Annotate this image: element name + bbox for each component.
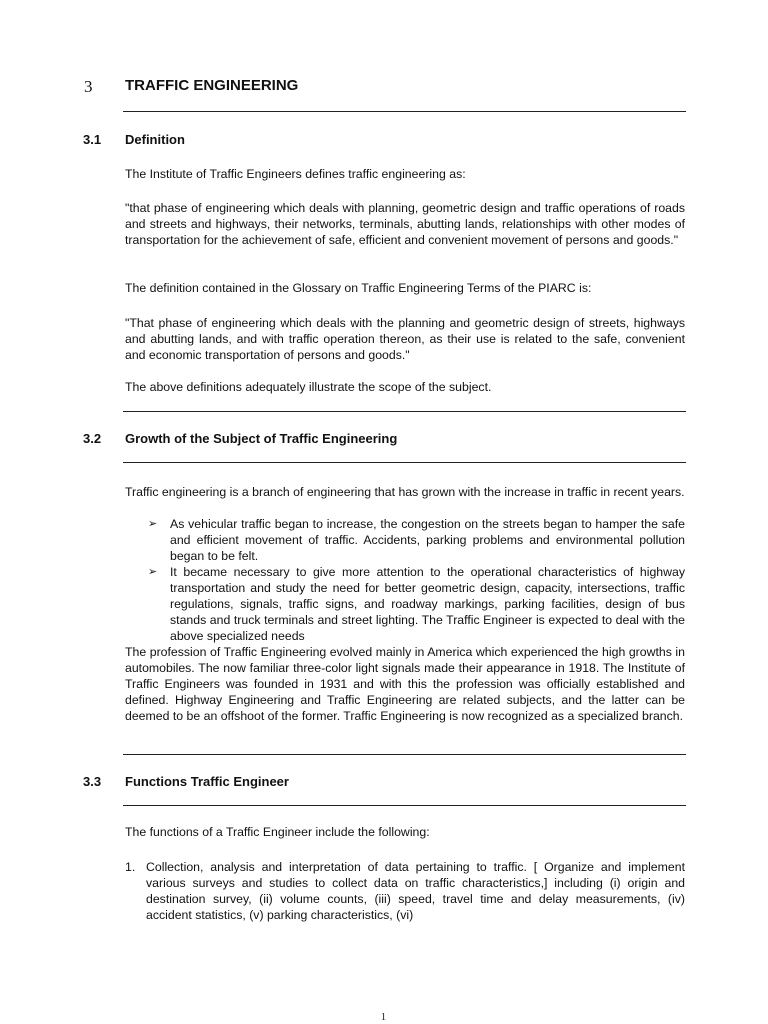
section-title: Definition	[125, 132, 185, 147]
list-item	[125, 859, 685, 923]
chapter-title: TRAFFIC ENGINEERING	[125, 77, 299, 94]
list-item-text: Collection, analysis and interpretation of data pertaining to traffic. [ Organize and implement various surveys and studies to collect data on traffic characteristics,] including (i) origin and destination survey, (ii) volume counts, (iii) speed, travel time and delay measurements, (iv) accident statistics, (v) parking characteristics, (vi)	[146, 860, 685, 922]
divider	[123, 805, 686, 806]
paragraph: The profession of Traffic Engineering evolved mainly in America which experienced the high growths in automobiles. The now familiar three-color light signals made their appearance in 1918. The Institute of Traffic Engineers was founded in 1931 and with this the profession was officially established and defined. Highway Engineering and Traffic Engineering are related subjects, and the latter can be deemed to be an offshoot of the former. Traffic Engineering is now recognized as a specialized branch.	[125, 645, 685, 723]
quote-paragraph: "That phase of engineering which deals with the planning and geometric design of streets, highways and abutting lands, and with traffic operation thereon, as their use is related to the safe, convenient and economic transportation of persons and goods."	[125, 316, 685, 362]
paragraph: The functions of a Traffic Engineer include the following:	[125, 825, 430, 839]
quote-paragraph: "that phase of engineering which deals with planning, geometric design and traffic operations of roads and streets and highways, their networks, terminals, abutting lands, relationships with other modes of transportation for the achievement of safe, efficient and convenient movement of persons and goods."	[125, 201, 685, 247]
arrow-bullet-icon: ➢	[148, 518, 158, 530]
divider	[123, 462, 686, 463]
page-number: 1	[381, 1012, 386, 1023]
arrow-bullet-icon: ➢	[148, 566, 158, 578]
bullet-list	[148, 516, 685, 644]
divider	[123, 111, 686, 112]
list-item-text: As vehicular traffic began to increase, the congestion on the streets began to hamper the safe and efficient movement of traffic. Accidents, parking problems and environmental pollution began to be felt.	[170, 517, 685, 563]
paragraph: Traffic engineering is a branch of engineering that has grown with the increase in traffic in recent years.	[125, 485, 685, 499]
numbered-list	[125, 859, 685, 923]
divider	[123, 754, 686, 755]
list-item	[148, 564, 685, 644]
chapter-number: 3	[84, 77, 93, 96]
paragraph: The above definitions adequately illustrate the scope of the subject.	[125, 380, 492, 394]
paragraph: The Institute of Traffic Engineers defines traffic engineering as:	[125, 167, 466, 181]
paragraph: The definition contained in the Glossary on Traffic Engineering Terms of the PIARC is:	[125, 281, 592, 295]
section-number: 3.1	[83, 132, 102, 147]
section-number: 3.3	[83, 774, 102, 789]
list-item-text: It became necessary to give more attention to the operational characteristics of highway transportation and study the need for better geometric design, capacity, intersections, traffic regulations, signals, traffic signs, and roadway markings, parking facilities, design of bus stands and truck terminals and street lighting. The Traffic Engineer is expected to deal with the above specialized needs	[170, 565, 685, 643]
section-title: Functions Traffic Engineer	[125, 774, 289, 789]
section-title: Growth of the Subject of Traffic Engineering	[125, 431, 398, 446]
section-number: 3.2	[83, 431, 102, 446]
list-item	[148, 516, 685, 564]
list-number: 1.	[125, 860, 136, 874]
divider	[123, 411, 686, 412]
